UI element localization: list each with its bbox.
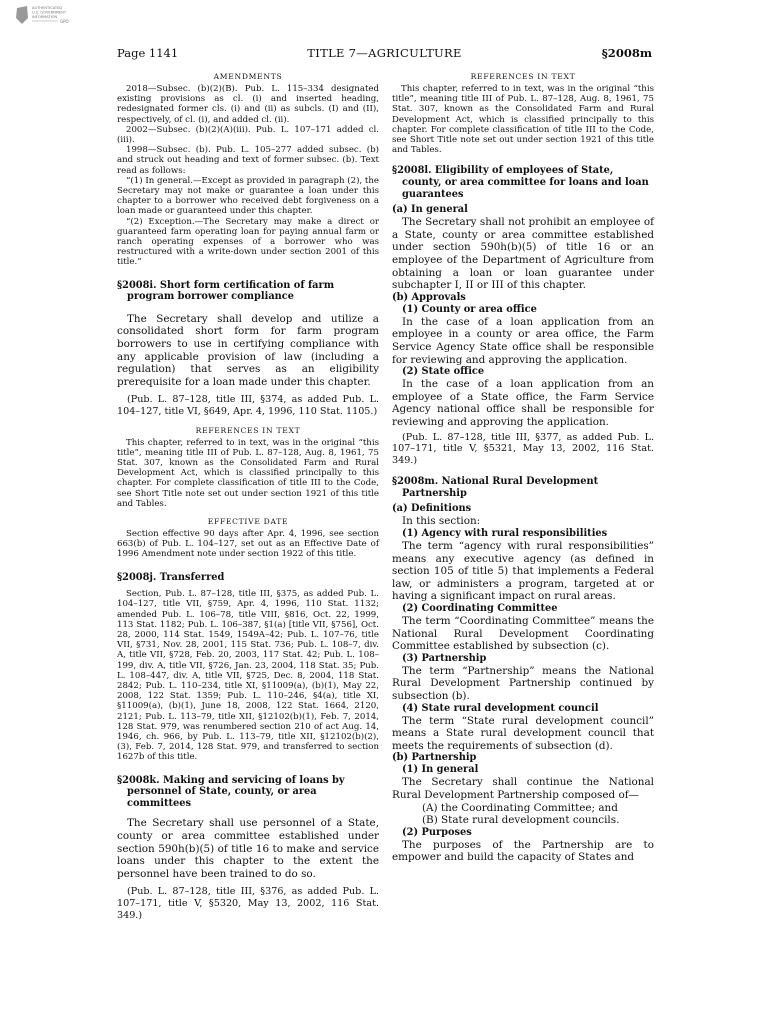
paragraph-heading: (2) State office xyxy=(402,366,485,378)
paragraph-body xyxy=(392,540,654,603)
paragraph-text: In the case of a loan application from an employee of a State office, the Farm Service Agency national office shall be responsible for reviewing and approving the application. xyxy=(392,378,654,428)
subsection-heading: (a) Definitions xyxy=(392,503,472,515)
subsection-heading: (b) Approvals xyxy=(392,291,466,303)
references-heading: REFERENCES IN TEXT xyxy=(195,425,301,435)
amendment-note: 2018—Subsec. (b)(2)(B). Pub. L. 115–334 designated existing provisions as cl. (i) and inserted heading, redesignated former cls. (i) and (ii) as subcls. (I) and (II), respectively, of cl. (i), and added cl. (ii). xyxy=(117,84,379,125)
paragraph-body xyxy=(392,316,654,366)
amendment-note: “(2) Exception.—The Secretary may make a direct or guaranteed farm operating loan for paying annual farm or ranch operating expenses of a borrower who was restructured with a write-down under section 2001 of this title.” xyxy=(117,216,379,268)
paragraph-body xyxy=(392,839,654,864)
references-heading: REFERENCES IN TEXT xyxy=(470,72,576,81)
logo-line-3: INFORMATION xyxy=(32,15,58,19)
references-text: This chapter, referred to in text, was in the original “this title”, meaning title III of Pub. L. 87–128, Aug. 8, 1961, 75 Stat. 307, known as the Consolidated Farm and Rural Development Act, which is classified principally to this chapter. For complete classification of title III to the Code, see Short Title note set out under section 1921 of this title and Tables. xyxy=(117,437,379,509)
logo-line-4: GPO xyxy=(60,19,69,24)
logo-line-2: U.S. GOVERNMENT xyxy=(32,10,67,15)
gpo-authenticated-logo xyxy=(14,4,78,30)
section-2008i-heading: §2008i. Short form certification of farm program borrower compliance xyxy=(117,279,335,303)
subsection-heading: (b) Partnership xyxy=(392,752,477,764)
paragraph-text: The term “State rural development council” means a State rural development council that meets the requirements of subsection (d). xyxy=(392,714,654,752)
amendment-note: “(1) In general.—Except as provided in paragraph (2), the Secretary may not make or guarantee a loan under this chapter to a borrower who received debt forgiveness on a loan made or guaranteed under this chapter. xyxy=(117,175,379,217)
paragraph-text: The term “agency with rural responsibilities” means any executive agency (as defined in section 105 of title 5) that implements a Federal law, or administers a program, targeted at or having a significant impact on rural areas. xyxy=(392,540,654,603)
references-text: This chapter, referred to in text, was in the original “this title”, meaning title III of Pub. L. 87–128, Aug. 8, 1961, 75 Stat. 307, known as the Consolidated Farm and Rural Development Act, which is classified principally to this chapter. For complete classification of title III to the Code, see Short Title note set out under section 1921 of this title and Tables. xyxy=(392,84,654,156)
paragraph-heading: (1) In general xyxy=(402,764,479,776)
subsection-heading: (a) In general xyxy=(392,204,468,216)
section-2008m-heading: §2008m. National Rural Development Partnership xyxy=(392,476,599,499)
effective-date-note xyxy=(117,529,379,560)
subsection-text: The Secretary shall not prohibit an employee of a State, county or area committee established under section 590h(b)(5) of title 16 or an employee of the Department of Agriculture from obtaining a loan or loan guarantee under subchapter I, II or III of this chapter. xyxy=(392,216,654,292)
section-2008l-heading: §2008l. Eligibility of employees of State, county, or area committee for loans and loan guarantees xyxy=(392,165,649,200)
references-note xyxy=(117,438,379,509)
paragraph-body xyxy=(392,665,654,703)
left-column xyxy=(117,72,379,921)
amendments-heading: AMENDMENTS xyxy=(213,72,283,81)
section-2008k-heading: §2008k. Making and servicing of loans by personnel of State, county, or area committees xyxy=(117,774,345,809)
right-column xyxy=(392,72,654,864)
paragraph-body xyxy=(392,776,654,826)
section-2008k-body xyxy=(117,817,379,880)
running-header xyxy=(117,46,652,60)
logo-line-1: AUTHENTICATED xyxy=(32,6,63,10)
title-heading: TITLE 7—AGRICULTURE xyxy=(307,46,462,60)
subsection-text: In this section: xyxy=(402,515,481,528)
amendment-note: 2002—Subsec. (b)(2)(A)(iii). Pub. L. 107–171 added cl. (iii). xyxy=(117,124,379,146)
paragraph-heading: (1) Agency with rural responsibilities xyxy=(402,528,608,540)
list-item: (A) the Coordinating Committee; and xyxy=(422,801,618,814)
section-2008j-heading: §2008j. Transferred xyxy=(117,571,225,583)
section-2008i-body xyxy=(117,313,379,389)
paragraph-heading: (1) County or area office xyxy=(402,303,537,315)
section-2008l-citation: (Pub. L. 87–128, title III, §377, as added Pub. L. 107–171, title V, §5321, May 13, 2002, 116 Stat. 349.) xyxy=(392,431,654,466)
section-2008i-citation: (Pub. L. 87–128, title III, §374, as added Pub. L. 104–127, title VI, §649, Apr. 4, 1996, 110 Stat. 1105.) xyxy=(117,394,379,417)
paragraph-text: In the case of a loan application from an employee in a county or area office, the Farm Service Agency State office shall be responsible for reviewing and approving the application. xyxy=(392,315,654,366)
subsection-body xyxy=(392,216,654,292)
section-2008k-text: The Secretary shall use personnel of a State, county or area committee established under section 590h(b)(5) of title 16 to make and service loans under this chapter to the extent the personnel have been trained to do so. xyxy=(117,817,379,880)
paragraph-heading: (2) Purposes xyxy=(402,826,472,838)
section-2008j-body xyxy=(117,589,379,762)
paragraph-heading: (3) Partnership xyxy=(402,652,487,664)
section-number: §2008m xyxy=(601,46,652,60)
effective-date-heading: EFFECTIVE DATE xyxy=(207,517,289,527)
eagle-icon xyxy=(16,6,28,24)
amendments-notes xyxy=(117,84,379,268)
paragraph-heading: (4) State rural development council xyxy=(402,702,599,714)
section-2008k-citation: (Pub. L. 87–128, title III, §376, as added Pub. L. 107–171, title V, §5320, May 13, 2002, 116 Stat. 349.) xyxy=(117,886,379,921)
paragraph-heading: (2) Coordinating Committee xyxy=(402,603,558,615)
page-number: Page 1141 xyxy=(117,46,179,60)
paragraph-text: The purposes of the Partnership are to empower and build the capacity of States and xyxy=(392,838,654,864)
references-note xyxy=(392,84,654,155)
paragraph-body xyxy=(392,378,654,428)
paragraph-text: The term “Partnership” means the National Rural Development Partnership continued by subsection (b). xyxy=(392,664,654,703)
paragraph-body xyxy=(392,615,654,653)
amendment-note: 1998—Subsec. (b). Pub. L. 105–277 added subsec. (b) and struck out heading and text of former subsec. (b). Text read as follows: xyxy=(117,145,379,176)
paragraph-text: The Secretary shall continue the National Rural Development Partnership composed of— xyxy=(392,776,654,801)
paragraph-text: The term “Coordinating Committee” means the National Rural Development Coordinating Committee established by subsection (c). xyxy=(392,615,654,653)
paragraph-body xyxy=(392,715,654,753)
section-2008j-text: Section, Pub. L. 87–128, title III, §375, as added Pub. L. 104–127, title VII, §759, Apr. 4, 1996, 110 Stat. 1132; amended Pub. L. 106–78, title VIII, §816, Oct. 22, 1999, 113 Stat. 1182; Pub. L. 106–387, §1(a) [title VII, §756], Oct. 28, 2000, 114 Stat. 1549, 1549A–42; Pub. L. 107–76, title VII, §731, Nov. 28, 2001, 115 Stat. 736; Pub. L. 108–7, div. A, title VII, §728, Feb. 20, 2003, 117 Stat. 42; Pub. L. 108–199, div. A, title VII, §726, Jan. 23, 2004, 118 Stat. 35; Pub. L. 108–447, div. A, title VII, §725, Dec. 8, 2004, 118 Stat. 2842; Pub. L. 110–234, title XI, §11009(a), (b)(1), May 22, 2008, 122 Stat. 1359; Pub. L. 110–246, §4(a), title XI, §11009(a), (b)(1), June 18, 2008, 122 Stat. 1664, 2120, 2121; Pub. L. 113–79, title XII, §12102(b)(1), Feb. 7, 2014, 128 Stat. 979, was renumbered section 210 of act Aug. 14, 1946, ch. 966, by Pub. L. 113–79, title XII, §12102(b)(2), (3), Feb. 7, 2014, 128 Stat. 979, and transferred to section 1627b of this title. xyxy=(117,589,379,763)
subsection-body xyxy=(392,515,654,528)
list-item: (B) State rural development councils. xyxy=(422,814,620,827)
effective-date-text: Section effective 90 days after Apr. 4, 1996, see section 663(b) of Pub. L. 104–127, set out as an Effective Date of 1996 Amendment note under section 1922 of this title. xyxy=(117,529,379,560)
section-2008i-text: The Secretary shall develop and utilize a consolidated short form for farm program borrowers to use in certifying compliance with any applicable provision of law (including a regulation) that serves as an eligibility prerequisite for a loan made under this chapter. xyxy=(117,312,379,388)
